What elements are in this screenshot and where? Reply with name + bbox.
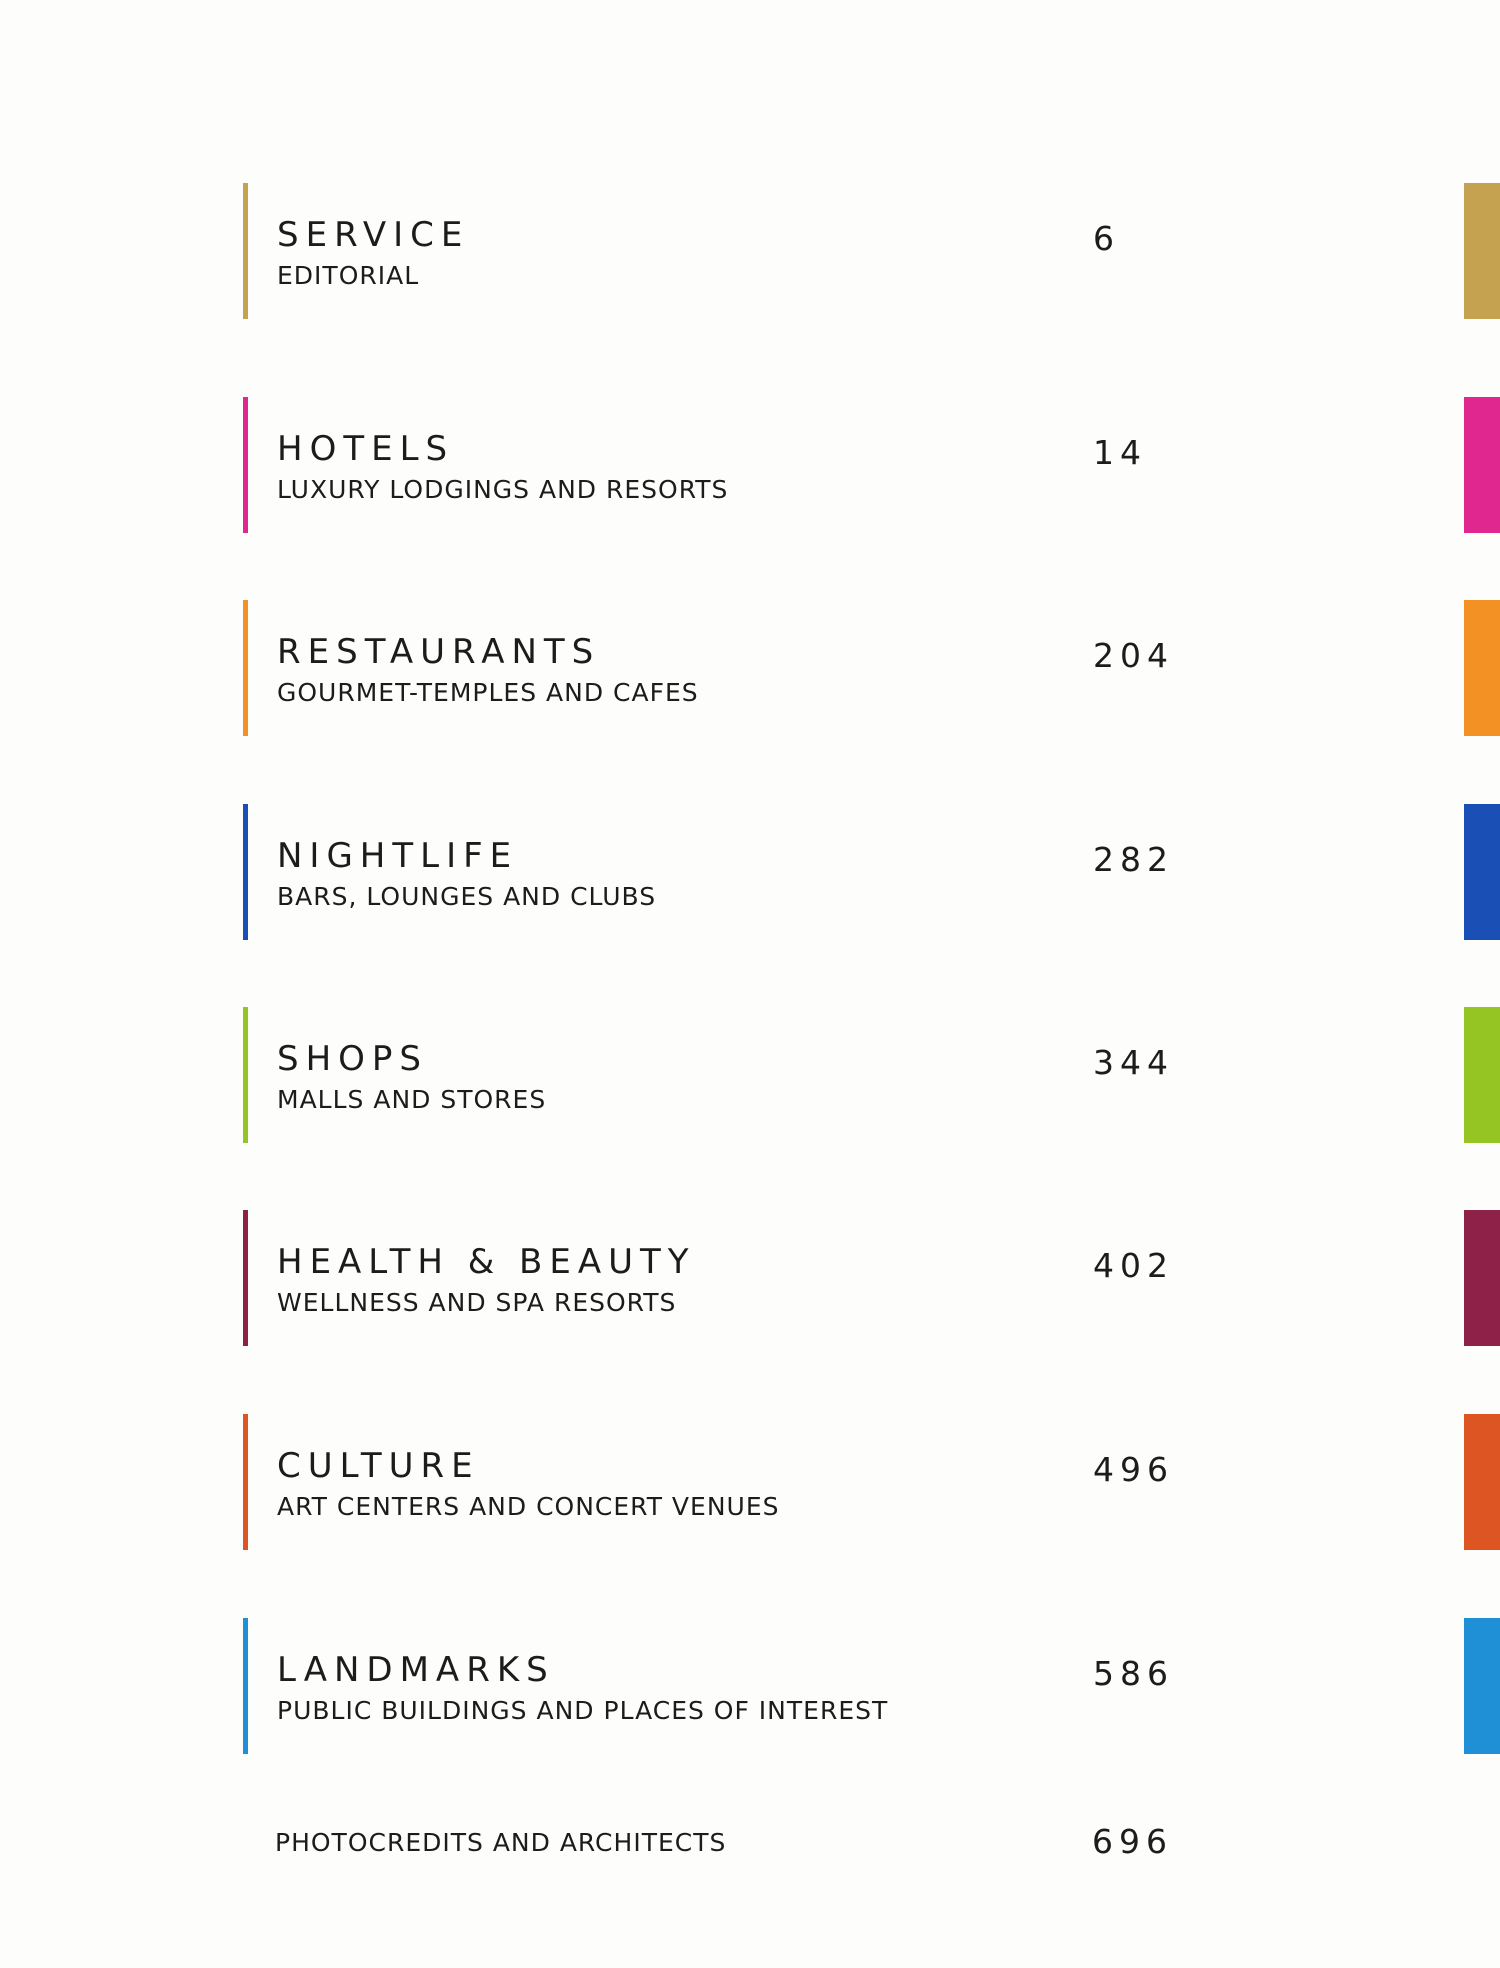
section-subtitle: ART CENTERS AND CONCERT VENUES: [277, 1492, 780, 1521]
edge-tab-service[interactable]: [1464, 183, 1500, 319]
section-title: RESTAURANTS: [277, 632, 601, 672]
section-subtitle: GOURMET-TEMPLES AND CAFES: [277, 678, 699, 707]
section-page-number: 6: [1093, 219, 1120, 258]
footer-page-number: 696: [1092, 1822, 1173, 1861]
section-subtitle: WELLNESS AND SPA RESORTS: [277, 1288, 677, 1317]
toc-entry-culture[interactable]: [0, 1414, 1500, 1550]
toc-entry-restaurants[interactable]: [0, 600, 1500, 736]
section-page-number: 496: [1093, 1450, 1174, 1489]
section-color-bar: [243, 1414, 248, 1550]
section-subtitle: BARS, LOUNGES AND CLUBS: [277, 882, 657, 911]
section-color-bar: [243, 183, 248, 319]
section-page-number: 14: [1093, 433, 1147, 472]
section-subtitle: PUBLIC BUILDINGS AND PLACES OF INTEREST: [277, 1696, 889, 1725]
section-color-bar: [243, 1210, 248, 1346]
section-page-number: 586: [1093, 1654, 1174, 1693]
section-color-bar: [243, 600, 248, 736]
section-title: HEALTH & BEAUTY: [277, 1242, 696, 1282]
section-subtitle: EDITORIAL: [277, 261, 420, 290]
section-subtitle: LUXURY LODGINGS AND RESORTS: [277, 475, 729, 504]
section-color-bar: [243, 804, 248, 940]
toc-entry-service[interactable]: [0, 183, 1500, 319]
section-color-bar: [243, 1007, 248, 1143]
section-title: SHOPS: [277, 1039, 428, 1079]
edge-tab-culture[interactable]: [1464, 1414, 1500, 1550]
edge-tab-hotels[interactable]: [1464, 397, 1500, 533]
edge-tab-shops[interactable]: [1464, 1007, 1500, 1143]
section-page-number: 282: [1093, 840, 1174, 879]
section-page-number: 402: [1093, 1246, 1174, 1285]
edge-tab-nightlife[interactable]: [1464, 804, 1500, 940]
toc-entry-hotels[interactable]: [0, 397, 1500, 533]
edge-tab-landmarks[interactable]: [1464, 1618, 1500, 1754]
toc-entry-photocredits[interactable]: [0, 1820, 1500, 1870]
edge-tab-restaurants[interactable]: [1464, 600, 1500, 736]
toc-entry-nightlife[interactable]: [0, 804, 1500, 940]
section-title: SERVICE: [277, 215, 470, 255]
section-title: HOTELS: [277, 429, 455, 469]
section-title: NIGHTLIFE: [277, 836, 519, 876]
section-page-number: 204: [1093, 636, 1174, 675]
edge-tab-health-beauty[interactable]: [1464, 1210, 1500, 1346]
section-title: CULTURE: [277, 1446, 480, 1486]
toc-entry-health-beauty[interactable]: [0, 1210, 1500, 1346]
section-color-bar: [243, 397, 248, 533]
section-subtitle: MALLS AND STORES: [277, 1085, 547, 1114]
toc-entry-shops[interactable]: [0, 1007, 1500, 1143]
section-color-bar: [243, 1618, 248, 1754]
toc-entry-landmarks[interactable]: [0, 1618, 1500, 1754]
footer-label: PHOTOCREDITS AND ARCHITECTS: [275, 1828, 727, 1857]
section-title: LANDMARKS: [277, 1650, 555, 1690]
section-page-number: 344: [1093, 1043, 1174, 1082]
